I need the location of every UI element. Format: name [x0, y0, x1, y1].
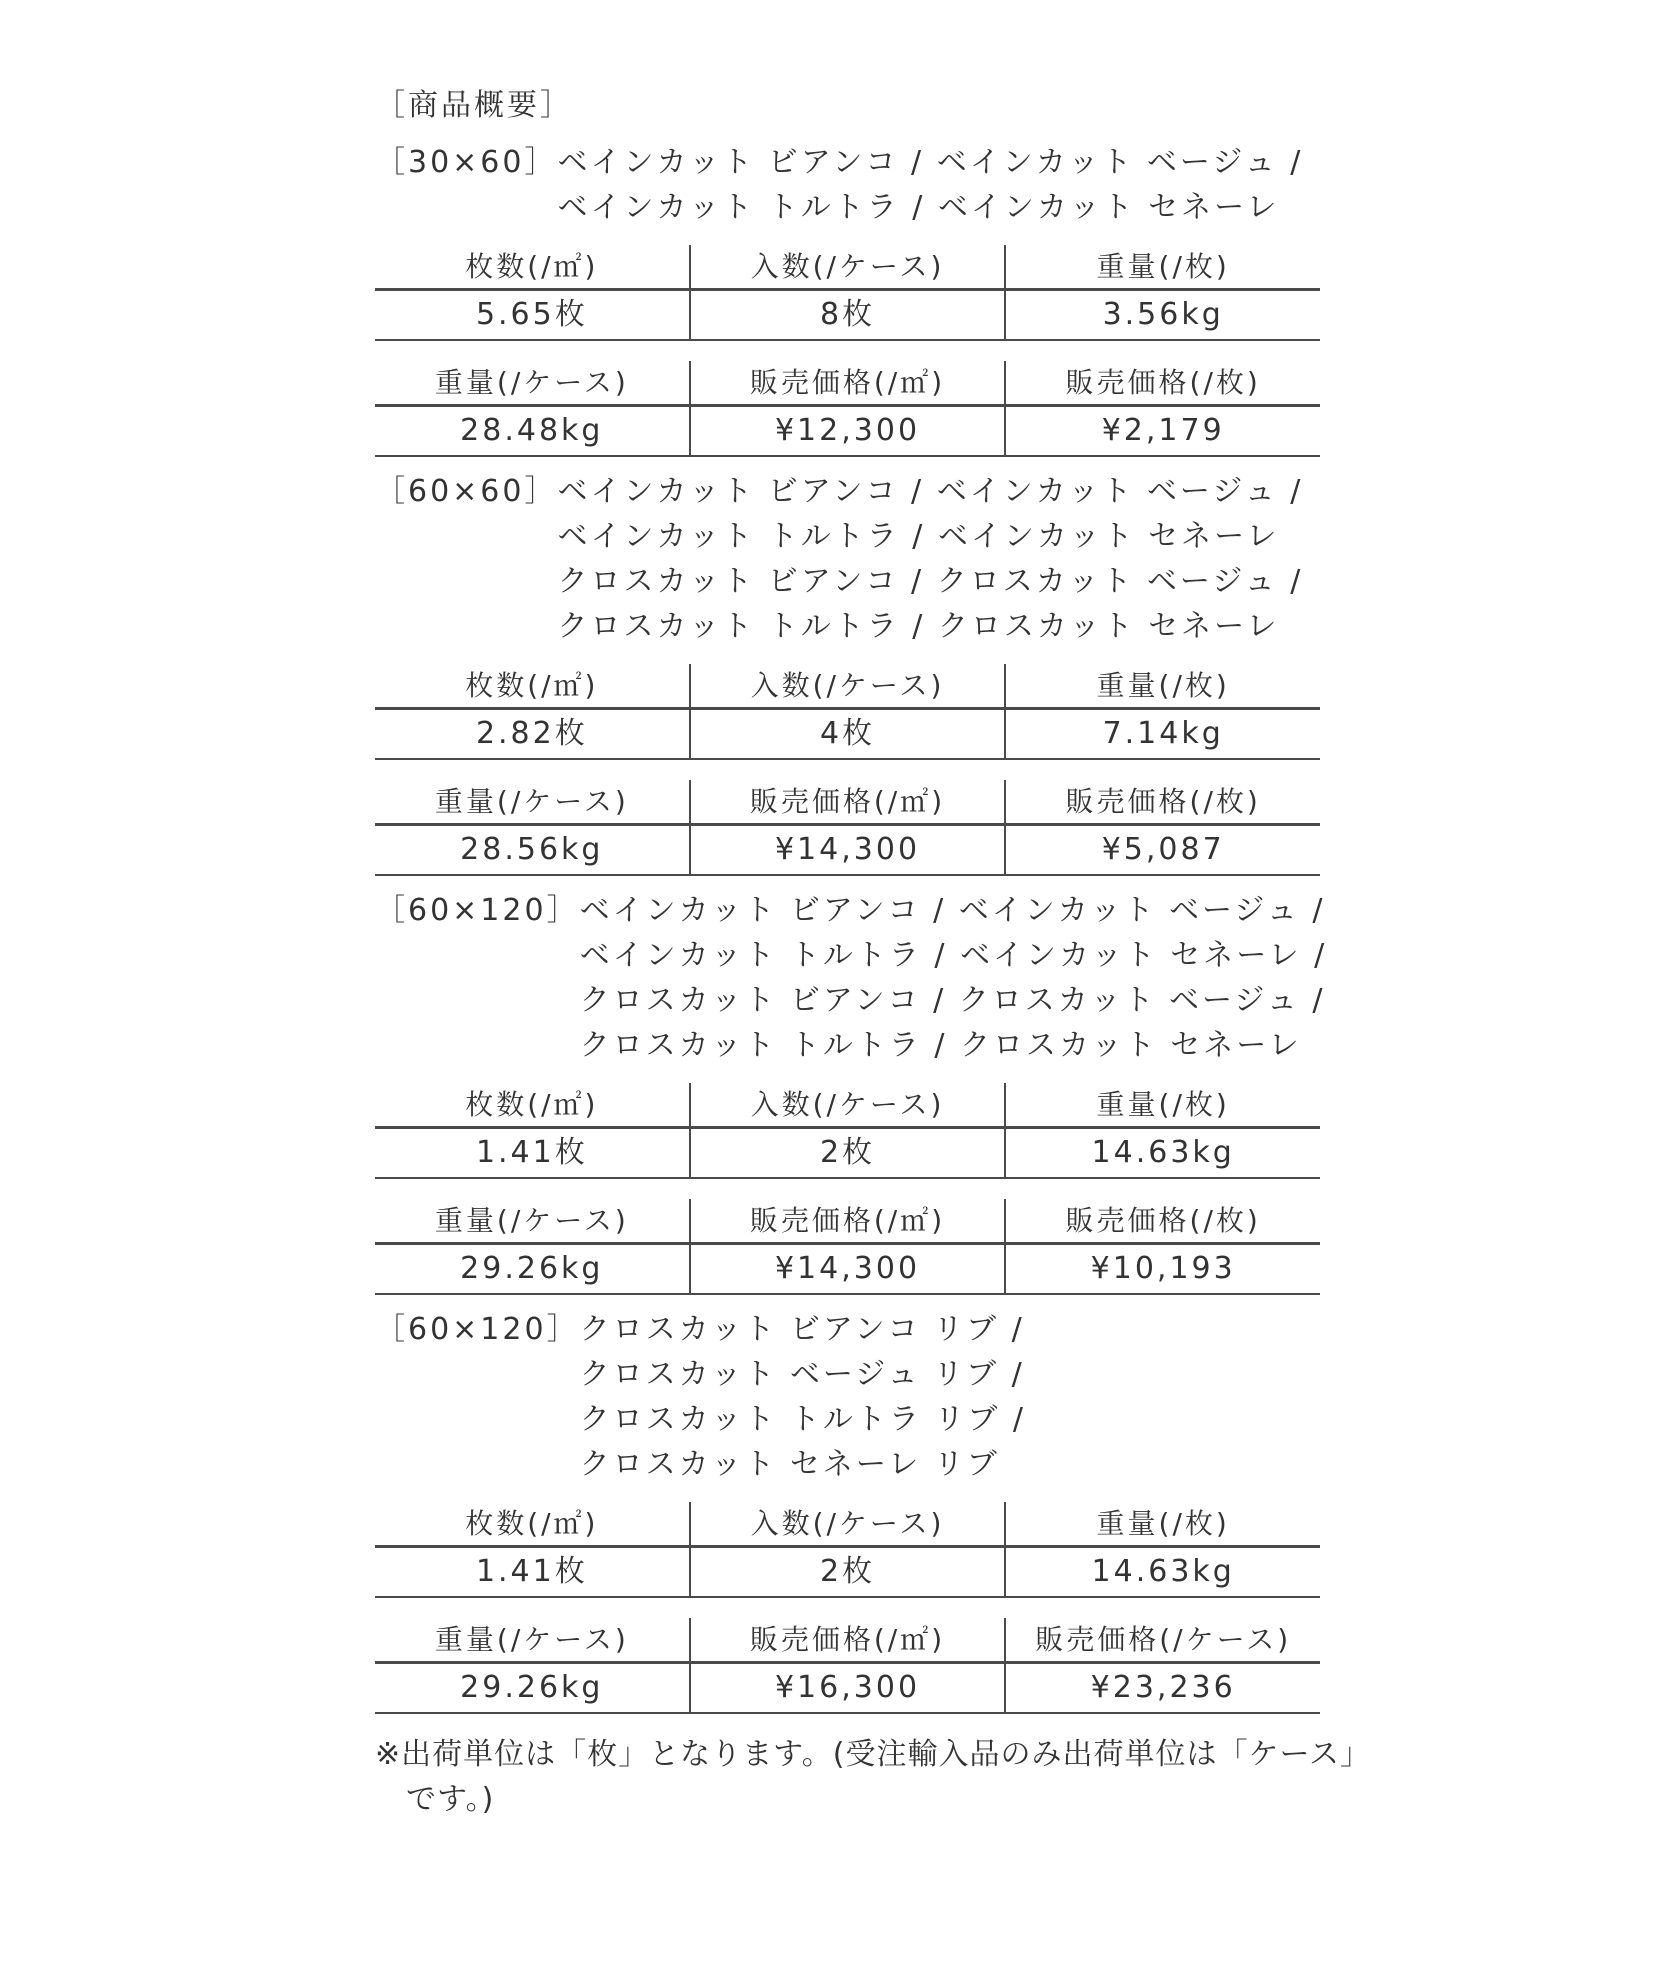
product-name-line: ベインカット ビアンコ / ベインカット ベージュ / — [557, 145, 1304, 180]
table-cell: ¥14,300 — [689, 1245, 1005, 1293]
product-section — [375, 469, 1320, 876]
size-label: ［60×60］ — [375, 474, 558, 509]
table-header-row — [375, 1502, 1320, 1548]
table-header-row — [375, 780, 1320, 826]
table-cell: 28.56kg — [460, 832, 604, 867]
section-title — [375, 140, 1320, 230]
spec-table — [375, 1083, 1320, 1179]
table-row — [375, 291, 1320, 341]
spec-table — [375, 361, 1320, 457]
product-overview — [375, 84, 1371, 1822]
spec-table — [375, 1502, 1320, 1598]
table-row — [375, 1129, 1320, 1179]
table-header-row — [375, 245, 1320, 291]
product-name-line: ベインカット ビアンコ / ベインカット ベージュ / — [557, 474, 1304, 509]
table-header-cell: 枚数(/㎡) — [465, 250, 599, 283]
product-name-line: クロスカット トルトラ / クロスカット セネーレ — [579, 1028, 1302, 1063]
table-header-row — [375, 1083, 1320, 1129]
table-cell: 29.26kg — [460, 1251, 604, 1286]
table-cell: ¥12,300 — [689, 407, 1005, 455]
table-header-cell: 入数(/ケース) — [689, 245, 1005, 288]
table-cell: 7.14kg — [1004, 710, 1320, 758]
product-name-line: クロスカット トルトラ リブ / — [579, 1402, 1026, 1437]
table-header-cell: 重量(/ケース) — [434, 366, 629, 399]
product-names — [580, 888, 1328, 1068]
table-cell: ¥5,087 — [1004, 826, 1320, 874]
product-names — [557, 469, 1320, 649]
spec-table — [375, 1199, 1320, 1295]
table-row — [375, 407, 1320, 457]
table-header-cell: 入数(/ケース) — [689, 1083, 1005, 1126]
table-cell: ¥16,300 — [689, 1664, 1005, 1712]
section-title — [375, 1307, 1320, 1487]
table-header-row — [375, 664, 1320, 710]
table-row — [375, 1245, 1320, 1295]
product-name-line: クロスカット ベージュ リブ / — [579, 1357, 1025, 1392]
table-cell: 1.41枚 — [475, 1554, 588, 1589]
spec-table — [375, 664, 1320, 760]
table-header-cell: 重量(/枚) — [1004, 664, 1320, 707]
product-section — [375, 888, 1328, 1295]
product-name-line: クロスカット トルトラ / クロスカット セネーレ — [557, 609, 1280, 644]
table-header-cell: 重量(/ケース) — [434, 1623, 629, 1656]
table-header-cell: 重量(/ケース) — [434, 785, 629, 818]
table-header-cell: 販売価格(/ケース) — [1004, 1618, 1320, 1661]
table-cell: ¥14,300 — [689, 826, 1005, 874]
table-cell: 5.65枚 — [475, 297, 588, 332]
table-header-row — [375, 1199, 1320, 1245]
table-header-row — [375, 361, 1320, 407]
table-row — [375, 710, 1320, 760]
table-header-cell: 枚数(/㎡) — [465, 669, 599, 702]
table-header-cell: 販売価格(/枚) — [1004, 361, 1320, 404]
section-title — [375, 888, 1328, 1068]
product-section — [375, 1307, 1320, 1714]
table-cell: ¥2,179 — [1004, 407, 1320, 455]
table-cell: 14.63kg — [1004, 1548, 1320, 1596]
note-line: です。) — [375, 1782, 495, 1817]
table-header-cell: 重量(/枚) — [1004, 1502, 1320, 1545]
table-header-cell: 重量(/枚) — [1004, 1083, 1320, 1126]
table-cell: 2.82枚 — [475, 716, 588, 751]
note-line: ※出荷単位は「枚」となります。(受注輸入品のみ出荷単位は「ケース」 — [375, 1737, 1371, 1772]
spec-table — [375, 780, 1320, 876]
table-cell: 4枚 — [689, 710, 1005, 758]
table-cell: 2枚 — [689, 1548, 1005, 1596]
table-header-row — [375, 1618, 1320, 1664]
table-header-cell: 販売価格(/㎡) — [689, 1199, 1005, 1242]
table-header-cell: 販売価格(/㎡) — [689, 780, 1005, 823]
table-header-cell: 販売価格(/㎡) — [689, 361, 1005, 404]
product-name-line: ベインカット トルトラ / ベインカット セネーレ / — [579, 938, 1328, 973]
table-cell: 8枚 — [689, 291, 1005, 339]
table-header-cell: 枚数(/㎡) — [465, 1088, 599, 1121]
table-header-cell: 販売価格(/枚) — [1004, 1199, 1320, 1242]
table-cell: ¥23,236 — [1004, 1664, 1320, 1712]
table-cell: 28.48kg — [460, 413, 604, 448]
table-row — [375, 826, 1320, 876]
product-name-line: ベインカット ビアンコ / ベインカット ベージュ / — [579, 893, 1326, 928]
table-header-cell: 枚数(/㎡) — [465, 1507, 599, 1540]
table-cell: 3.56kg — [1004, 291, 1320, 339]
table-header-cell: 重量(/枚) — [1004, 245, 1320, 288]
spec-table — [375, 245, 1320, 341]
overview-heading: ［商品概要］ — [375, 88, 573, 123]
section-title — [375, 469, 1320, 649]
table-cell: 1.41枚 — [475, 1135, 588, 1170]
product-section — [375, 140, 1320, 457]
product-name-line: クロスカット ビアンコ / クロスカット ベージュ / — [579, 983, 1326, 1018]
table-cell: ¥10,193 — [1004, 1245, 1320, 1293]
table-cell: 14.63kg — [1004, 1129, 1320, 1177]
product-name-line: ベインカット トルトラ / ベインカット セネーレ — [557, 519, 1280, 554]
table-cell: 2枚 — [689, 1129, 1005, 1177]
table-header-cell: 入数(/ケース) — [689, 664, 1005, 707]
spec-table — [375, 1618, 1320, 1714]
table-header-cell: 入数(/ケース) — [689, 1502, 1005, 1545]
sections-container — [375, 140, 1328, 1714]
product-names — [580, 1307, 1320, 1487]
product-names — [557, 140, 1320, 230]
table-row — [375, 1664, 1320, 1714]
product-name-line: クロスカット ビアンコ / クロスカット ベージュ / — [557, 564, 1304, 599]
table-header-cell: 重量(/ケース) — [434, 1204, 629, 1237]
table-cell: 29.26kg — [460, 1670, 604, 1705]
table-header-cell: 販売価格(/枚) — [1004, 780, 1320, 823]
product-name-line: ベインカット トルトラ / ベインカット セネーレ — [557, 190, 1280, 225]
shipping-note — [375, 1732, 1371, 1822]
size-label: ［30×60］ — [375, 145, 558, 180]
product-name-line: クロスカット セネーレ リブ — [579, 1447, 1000, 1482]
product-name-line: クロスカット ビアンコ リブ / — [579, 1312, 1025, 1347]
size-label: ［60×120］ — [375, 893, 580, 928]
table-header-cell: 販売価格(/㎡) — [689, 1618, 1005, 1661]
table-row — [375, 1548, 1320, 1598]
size-label: ［60×120］ — [375, 1312, 580, 1347]
